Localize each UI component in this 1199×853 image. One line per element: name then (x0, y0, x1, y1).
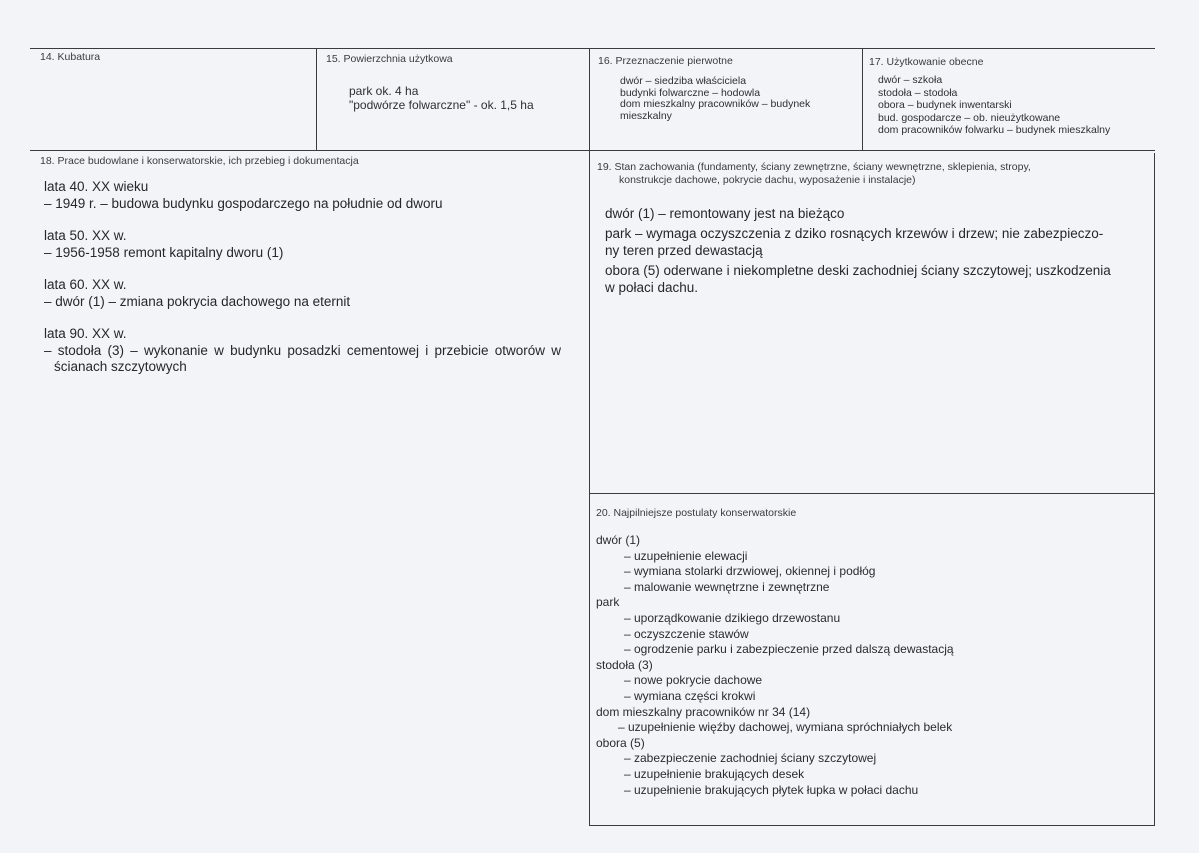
bottom-right-rule (589, 825, 1155, 826)
text-line: ny teren przed dewastacją (605, 243, 763, 258)
text-line: – uzupełnienie elewacji (624, 548, 748, 563)
section-16-content (620, 76, 810, 122)
text-line: – 1956-1958 remont kapitalny dworu (1) (44, 244, 284, 260)
mid-right-rule (589, 493, 1155, 494)
section-15-content (349, 84, 534, 112)
text-line: obora (5) (596, 735, 645, 750)
text-line: – uzupełnienie brakujących desek (624, 766, 805, 781)
text-line: dwór – szkoła (878, 74, 943, 86)
text-line: – 1949 r. – budowa budynku gospodarczego na południe od dworu (44, 195, 443, 211)
text-line: – dwór (1) – zmiana pokrycia dachowego na eternit (44, 293, 351, 309)
text-line: – uzupełnienie brakujących płytek łupka w połaci dachu (624, 782, 919, 797)
text-line: park ok. 4 ha (349, 84, 419, 98)
section-17-content (878, 74, 1110, 137)
text-line: dom mieszkalny pracowników nr 34 (14) (596, 704, 811, 719)
text-line: dwór – siedziba właściciela (620, 75, 747, 87)
text-line: park (596, 595, 620, 610)
text-line: lata 90. XX w. (44, 326, 127, 341)
text-line: – zabezpieczenie zachodniej ściany szczytowej (624, 751, 877, 766)
text-line: lata 50. XX w. (44, 228, 127, 243)
text-line: – malowanie wewnętrzne i zewnętrzne (624, 579, 830, 594)
section-17-label: 17. Użytkowanie obecne (869, 56, 984, 68)
text-line: – uzupełnienie więźby dachowej, wymiana spróchniałych belek (618, 720, 953, 735)
col-divider-15 (316, 48, 317, 151)
text-line: – wymiana stolarki drzwiowej, okiennej i podłóg (624, 564, 876, 579)
text-line: park – wymaga oczyszczenia z dziko rosnących krzewów i drzew; nie zabezpieczo- (605, 226, 1104, 241)
text-line: – oczyszczenie stawów (624, 626, 749, 641)
text-line: dwór (1) (596, 533, 641, 547)
text-line: – ogrodzenie parku i zabezpieczenie przed dalszą dewastacją (624, 642, 954, 657)
text-line: budynki folwarczne – hodowla (620, 86, 761, 99)
text-line: – nowe pokrycie dachowe (624, 673, 763, 688)
section-20-label: 20. Najpilniejsze postulaty konserwatorskie (596, 507, 797, 519)
section-18-label: 18. Prace budowlane i konserwatorskie, ich przebieg i dokumentacja (40, 155, 359, 167)
text-line: stodoła – stodoła (878, 86, 958, 99)
text-line: – stodoła (3) – wykonanie w budynku posadzki cementowej i przebicie otworów w (44, 342, 561, 358)
text-line: mieszkalny (620, 109, 672, 122)
text-line: dom mieszkalny pracowników – budynek (620, 98, 811, 110)
text-line: obora – budynek inwentarski (878, 99, 1012, 111)
row1-bottom-rule (30, 150, 1155, 151)
section-20-content (594, 533, 954, 798)
text-line: lata 40. XX wieku (44, 179, 149, 194)
section-19-label: 19. Stan zachowania (fundamenty, ściany zewnętrzne, ściany wewnętrzne, sklepienia, stropy, (597, 161, 1031, 173)
text-line: lata 60. XX w. (44, 277, 127, 292)
section-14-label: 14. Kubatura (40, 51, 101, 63)
section-15-label: 15. Powierzchnia użytkowa (326, 53, 453, 65)
text-line: – wymiana części krokwi (624, 688, 756, 703)
text-line: stodoła (3) (596, 657, 653, 672)
text-line: obora (5) oderwane i niekompletne deski zachodniej ściany szczytowej; uszkodzenia (605, 263, 1111, 278)
top-rule (30, 48, 1155, 49)
text-line: – uporządkowanie dzikiego drzewostanu (624, 610, 841, 625)
text-line: w połaci dachu. (605, 280, 699, 295)
section-18-content (44, 179, 561, 376)
right-border (1154, 153, 1155, 826)
text-line: bud. gospodarcze – ob. nieużytkowane (878, 111, 1061, 124)
section-19-content (605, 205, 1150, 299)
text-line: dom pracowników folwarku – budynek mieszkalny (878, 124, 1111, 136)
section-16-label: 16. Przeznaczenie pierwotne (598, 55, 733, 67)
col-divider-16 (589, 48, 590, 826)
col-divider-17 (862, 48, 863, 151)
text-line: dwór (1) – remontowany jest na bieżąco (605, 206, 845, 221)
text-line: "podwórze folwarczne" - ok. 1,5 ha (349, 98, 534, 112)
section-19-label-cont: konstrukcje dachowe, pokrycie dachu, wyposażenie i instalacje) (619, 174, 916, 186)
text-line: ścianach szczytowych (54, 359, 187, 374)
